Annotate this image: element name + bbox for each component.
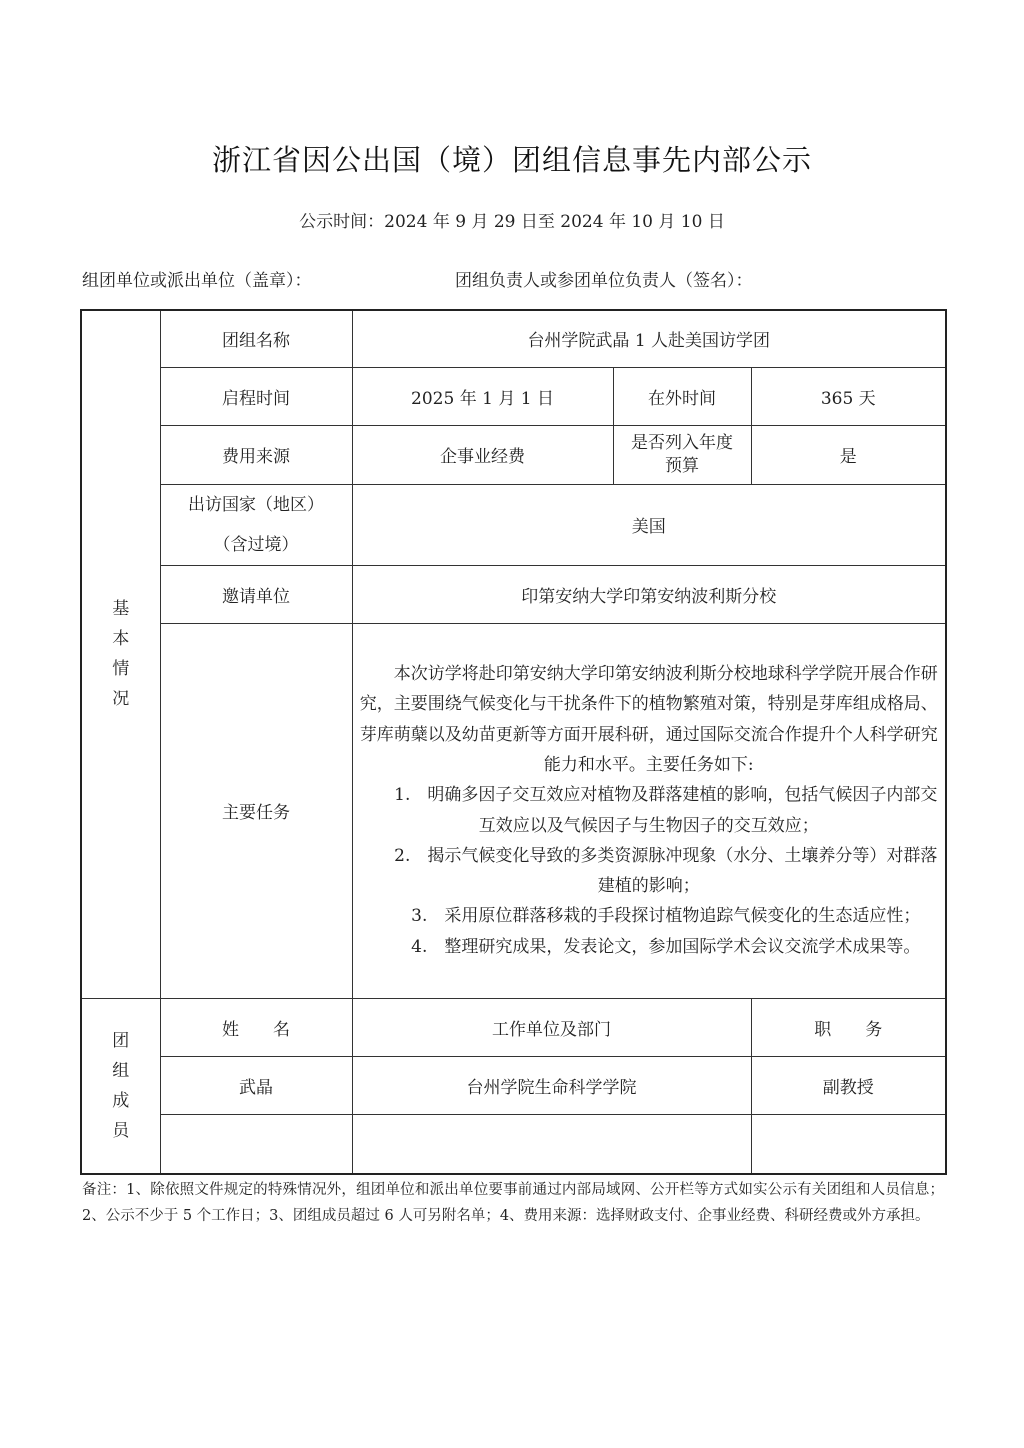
row-tasks: [81, 623, 946, 998]
tasks-label: 主要任务: [160, 623, 352, 998]
member-unit: [352, 1114, 751, 1174]
member-unit: 台州学院生命科学学院: [352, 1056, 751, 1114]
funding-label: 费用来源: [160, 425, 352, 484]
row-group-name: [81, 310, 946, 367]
departure-value: 2025 年 1 月 1 日: [352, 367, 613, 425]
section-members: 团 组 成 员: [81, 998, 160, 1174]
tasks-intro: 本次访学将赴印第安纳大学印第安纳波利斯分校地球科学学院开展合作研究，主要围绕气候变化与干扰条件下的植物繁殖对策，特别是芽库组成格局、芽库萌蘖以及幼苗更新等方面开展科研，通过国际交流合作提升个人科学研究能力和水平。主要任务如下:: [359, 664, 938, 775]
member-position: 副教授: [751, 1056, 946, 1114]
row-departure: [81, 367, 946, 425]
budget-label: 是否列入年度 预算: [613, 425, 751, 484]
country-label: 出访国家（地区） （含过境）: [160, 484, 352, 565]
task-item-2: 2. 揭示气候变化导致的多类资源脉冲现象（水分、土壤养分等）对群落建植的影响；: [394, 845, 938, 897]
tasks-content: [352, 623, 946, 998]
members-header-row: [81, 998, 946, 1056]
section-basic-info: 基 本 情 况: [81, 310, 160, 998]
inviter-value: 印第安纳大学印第安纳波利斯分校: [352, 565, 946, 623]
task-item-4: 4. 整理研究成果，发表论文，参加国际学术会议交流学术成果等。: [411, 936, 921, 957]
task-item-3: 3. 采用原位群落移栽的手段探讨植物追踪气候变化的生态适应性；: [411, 906, 921, 927]
row-country: [81, 484, 946, 565]
group-name-value: 台州学院武晶 1 人赴美国访学团: [352, 310, 946, 367]
inviter-label: 邀请单位: [160, 565, 352, 623]
group-name-label: 团组名称: [160, 310, 352, 367]
row-inviter: [81, 565, 946, 623]
member-unit-header: 工作单位及部门: [352, 998, 751, 1056]
task-item-1: 1. 明确多因子交互效应对植物及群落建植的影响，包括气候因子内部交互效应以及气候因子与生物因子的交互效应；: [394, 785, 938, 836]
departure-label: 启程时间: [160, 367, 352, 425]
member-row: [81, 1056, 946, 1114]
info-table: [80, 309, 947, 1175]
document-title: 浙江省因公出国（境）团组信息事先内部公示: [211, 143, 812, 177]
funding-value: 企事业经费: [352, 425, 613, 484]
publication-time: 公示时间：2024 年 9 月 29 日至 2024 年 10 月 10 日: [299, 212, 725, 232]
row-funding: [81, 425, 946, 484]
footnote: 备注：1、除依照文件规定的特殊情况外，组团单位和派出单位要事前通过内部局域网、公开栏等方式如实公示有关团组和人员信息；2、公示不少于 5 个工作日；3、团组成员超过 6 人可另附名单；4、费用来源：选择财政支付、企事业经费、科研经费或外方承担。: [82, 1182, 944, 1224]
member-name: [160, 1114, 352, 1174]
member-name: 武晶: [160, 1056, 352, 1114]
member-position: [751, 1114, 946, 1174]
country-value: 美国: [352, 484, 946, 565]
leader-signature-label: 团组负责人或参团单位负责人（签名）：: [455, 271, 753, 291]
unit-seal-label: 组团单位或派出单位（盖章）：: [82, 271, 312, 291]
member-name-header: 姓 名: [160, 998, 352, 1056]
member-position-header: 职 务: [751, 998, 946, 1056]
budget-value: 是: [751, 425, 946, 484]
member-row-empty: [81, 1114, 946, 1174]
duration-label: 在外时间: [613, 367, 751, 425]
duration-value: 365 天: [751, 367, 946, 425]
